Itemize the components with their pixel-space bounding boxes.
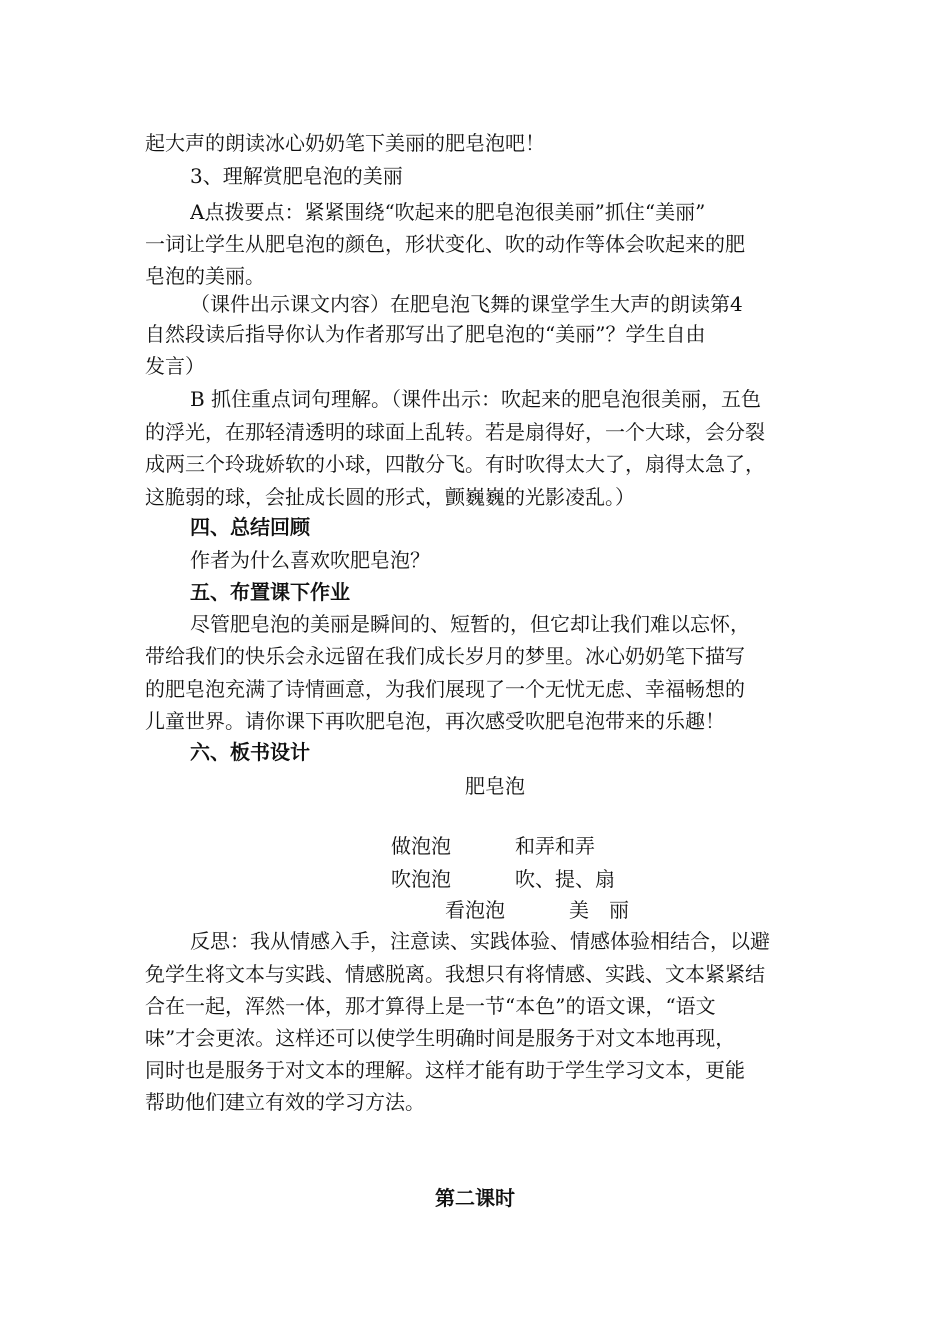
paragraph-line: B 抓住重点词句理解。（课件出示：吹起来的肥皂泡很美丽，五色 <box>190 387 762 411</box>
paragraph-line: 这脆弱的球，会扯成长圆的形式，颤巍巍的光影凌乱。） <box>145 485 635 509</box>
board-item: 吹泡泡 <box>391 867 451 891</box>
reflection-line: 合在一起，浑然一体，那才算得上是一节“本色”的语文课，“语文 <box>145 994 716 1018</box>
board-item: 吹、提、扇 <box>515 867 615 891</box>
paragraph-line: 皂泡的美丽。 <box>145 264 265 288</box>
reflection-line: 味”才会更浓。这样还可以使学生明确时间是服务于对文本地再现， <box>145 1026 736 1050</box>
reflection-line: 同时也是服务于对文本的理解。这样才能有助于学生学习文本，更能 <box>145 1058 745 1082</box>
next-lesson-heading: 第二课时 <box>435 1186 515 1210</box>
subheading-line: 3、理解赏肥皂泡的美丽 <box>190 164 403 188</box>
board-item: 做泡泡 <box>391 834 451 858</box>
board-title: 肥皂泡 <box>465 774 525 798</box>
paragraph-line: 成两三个玲珑娇软的小球，四散分飞。有时吹得太大了，扇得太急了， <box>145 452 765 476</box>
paragraph-line: 起大声的朗读冰心奶奶笔下美丽的肥皂泡吧！ <box>145 131 545 155</box>
paragraph-line: （课件出示课文内容）在肥皂泡飞舞的课堂学生大声的朗读第4 <box>190 292 743 316</box>
section-heading: 四、总结回顾 <box>190 515 310 539</box>
paragraph-line: A点拨要点：紧紧围绕“吹起来的肥皂泡很美丽”抓住“美丽” <box>190 200 706 224</box>
paragraph-line: 作者为什么喜欢吹肥皂泡？ <box>190 548 430 572</box>
paragraph-line: 的肥皂泡充满了诗情画意，为我们展现了一个无忧无虑、幸福畅想的 <box>145 677 745 701</box>
paragraph-line: 的浮光，在那轻清透明的球面上乱转。若是扇得好，一个大球，会分裂 <box>145 420 765 444</box>
paragraph-line: 尽管肥皂泡的美丽是瞬间的、短暂的，但它却让我们难以忘怀， <box>190 612 750 636</box>
section-heading: 六、板书设计 <box>190 740 310 764</box>
paragraph-line: 一词让学生从肥皂泡的颜色，形状变化、吹的动作等体会吹起来的肥 <box>145 232 745 256</box>
paragraph-line: 发言） <box>145 354 205 378</box>
reflection-line: 免学生将文本与实践、情感脱离。我想只有将情感、实践、文本紧紧结 <box>145 962 765 986</box>
board-item: 看泡泡 <box>445 898 505 922</box>
section-heading: 五、布置课下作业 <box>190 580 350 604</box>
reflection-line: 反思：我从情感入手，注意读、实践体验、情感体验相结合，以避 <box>190 929 770 953</box>
paragraph-line: 儿童世界。请你课下再吹肥皂泡，再次感受吹肥皂泡带来的乐趣！ <box>145 709 725 733</box>
paragraph-line: 自然段读后指导你认为作者那写出了肥皂泡的“美丽”？学生自由 <box>145 322 706 346</box>
reflection-line: 帮助他们建立有效的学习方法。 <box>145 1090 425 1114</box>
board-item: 和弄和弄 <box>515 834 595 858</box>
board-item: 美 丽 <box>569 898 629 922</box>
paragraph-line: 带给我们的快乐会永远留在我们成长岁月的梦里。冰心奶奶笔下描写 <box>145 644 745 668</box>
